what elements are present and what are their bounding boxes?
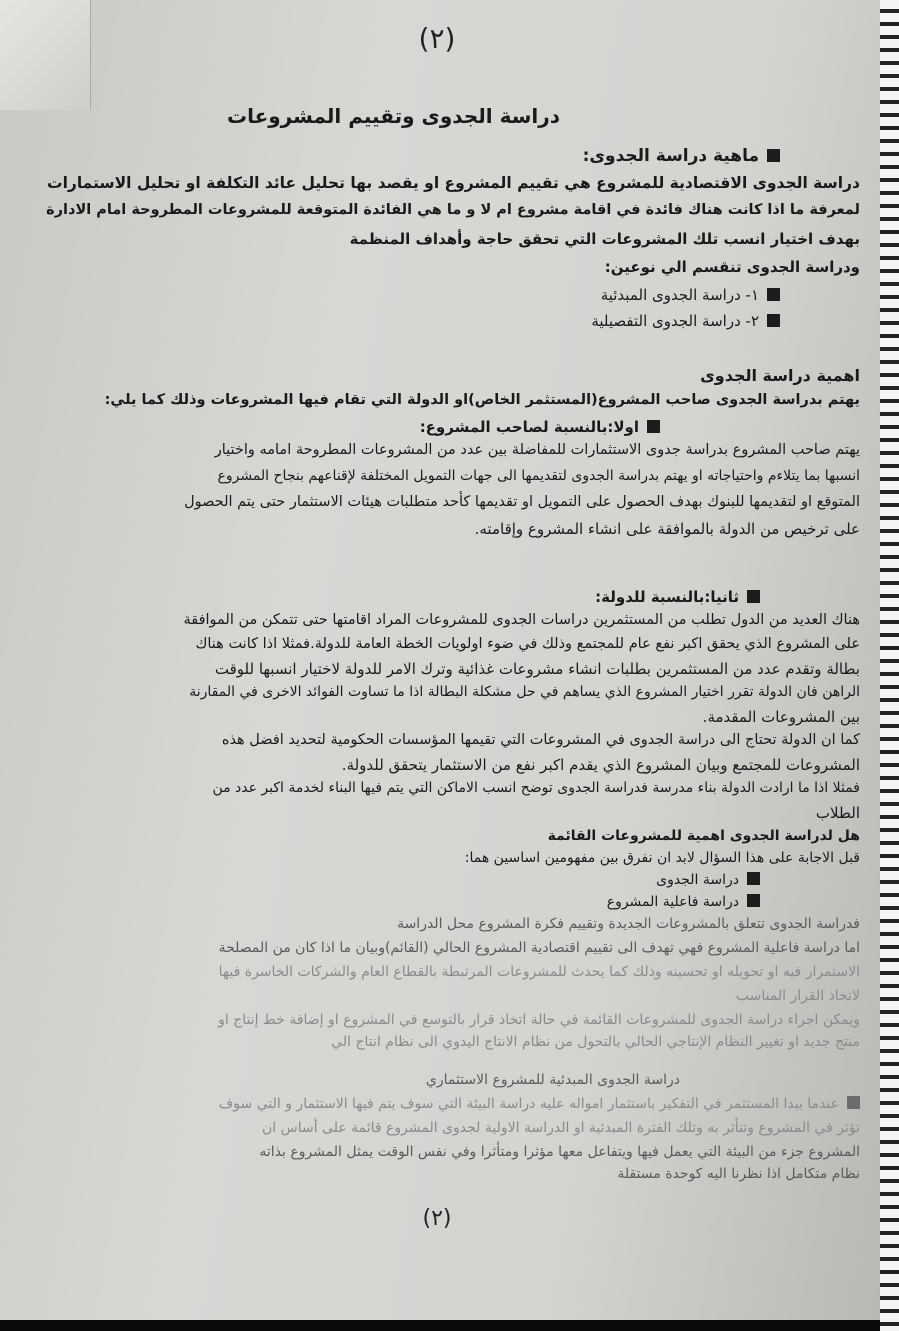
page-number-bottom: (٢): [422, 1206, 452, 1231]
paragraph-line: يهتم بدراسة الجدوى صاحب المشروع(المستثمر الخاص)او الدولة التي تقام فيها المشروعات وذلك كما يلي:: [104, 392, 860, 408]
paragraph-line: على المشروع الذي يحقق اكبر نفع عام للمجتمع وذلك في ضوء اولويات الخطة العامة للدولة.فمثلا اذا كانت هناك: [195, 636, 860, 652]
paragraph-line: ودراسة الجدوى تنقسم الي نوعين:: [604, 258, 860, 276]
folded-page-corner: [0, 0, 91, 110]
square-bullet-icon: [747, 590, 760, 603]
subheading-owner: اولا:بالنسبة لصاحب المشروع:: [420, 418, 660, 436]
section-heading-importance: اهمية دراسة الجدوى: [700, 366, 860, 385]
paragraph-line: منتج جديد او تغيير النظام الإنتاجي الحالي بالتحول من نظام الانتاج اليدوي الى نظام انتاج الي: [331, 1034, 860, 1050]
square-bullet-icon: [847, 1096, 860, 1109]
paragraph-line: فمثلا اذا ما ارادت الدولة بناء مدرسة فدراسة الجدوى توضح انسب الاماكن التي يتم فيها البناء لخدمة اكبر عدد من: [212, 780, 860, 796]
paragraph-line: ويمكن اجراء دراسة الجدوى للمشروعات القائمة في حالة اتخاذ قرار بالتوسع في المشروع او إضافة خط إنتاج او: [218, 1012, 860, 1028]
paragraph-line: لمعرفة ما اذا كانت هناك فائدة في اقامة مشروع ام لا و ما هي الفائدة المتوقعة للمشروعات المطروحة امام الادارة: [46, 202, 860, 218]
paragraph-line: عندما يبدا المستثمر في التفكير باستثمار امواله عليه دراسة البيئة التي سوف يتم فيها الاستثمار و التي سوف: [219, 1096, 860, 1112]
square-bullet-icon: [747, 894, 760, 907]
paragraph-line: المشروع جزء من البيئة التي يعمل فيها ويتفاعل معها مؤثرا ومتأثرا وفي نفس الوقت يمثل المشروع بذاته: [259, 1144, 860, 1160]
paragraph-line: الراهن فان الدولة تقرر اختيار المشروع الذي يساهم في حل مشكلة البطالة اذا ما تساوت الفوائد الاخرى في المقارنة: [189, 684, 860, 700]
paragraph-line: اما دراسة فاعلية المشروع فهي تهدف الى تقييم اقتصادية المشروع الحالي (القائم)وبيان ما اذا كان من المصلحة: [218, 940, 860, 956]
bottom-dark-edge: [0, 1320, 880, 1331]
paragraph-line: الاستمرار فيه او تحويله او تحسينه وذلك كما يحدث للمشروعات المرتبطة بالقطاع العام والشركات الخاسرة فيها: [218, 964, 860, 980]
paragraph-line: بين المشروعات المقدمة.: [702, 708, 860, 726]
paragraph-line: بهدف اختيار انسب تلك المشروعات التي تحقق حاجة وأهداف المنظمة: [349, 230, 860, 248]
list-item-feasibility: دراسة الجدوى: [656, 872, 760, 888]
page-number-top: (٢): [418, 22, 456, 55]
paragraph-line: لاتخاذ القرار المناسب: [735, 988, 860, 1004]
list-item-type-1: ١- دراسة الجدوى المبدئية: [601, 286, 780, 304]
square-bullet-icon: [767, 288, 780, 301]
paragraph-line: بطالة وتقدم عدد من المستثمرين بطلبات انشاء مشروعات غذائية وترك الامر للدولة لاختيار انسبها للوقت: [214, 660, 860, 678]
section-heading-existing: هل لدراسة الجدوى اهمية للمشروعات القائمة: [547, 828, 860, 844]
square-bullet-icon: [747, 872, 760, 885]
paragraph-line: المتوقع او لتقديمها للبنوك بهدف الحصول على التمويل او تقديمها كأحد متطلبات هيئات الاستثمار حتى يتم الحصول: [184, 494, 860, 510]
paragraph-line: المشروعات للمجتمع وبيان المشروع الذي يقدم اكبر نفع من الاستثمار يتحقق للدولة.: [341, 756, 860, 774]
square-bullet-icon: [647, 420, 660, 433]
paragraph-line: نظام متكامل اذا نظرنا اليه كوحدة مستقلة: [617, 1166, 860, 1182]
paragraph-line: كما ان الدولة تحتاج الى دراسة الجدوى في المشروعات التي تقيمها المؤسسات الحكومية لتحديد افضل هذه: [221, 732, 860, 748]
page-title: دراسة الجدوى وتقييم المشروعات: [226, 104, 560, 128]
subheading-state: ثانيا:بالنسبة للدولة:: [595, 588, 760, 606]
paragraph-line: هناك العديد من الدول تطلب من المستثمرين دراسات الجدوى للمشروعات المراد اقامتها حتى تتمكن من الموافقة: [183, 612, 860, 628]
section-heading-preliminary: دراسة الجدوى المبدئية للمشروع الاستثماري: [425, 1072, 680, 1088]
list-item-effectiveness: دراسة فاعلية المشروع: [607, 894, 760, 910]
paragraph-line: فدراسة الجدوى تتعلق بالمشروعات الجديدة وتقييم فكرة المشروع محل الدراسة: [397, 916, 860, 932]
paragraph-line: دراسة الجدوى الاقتصادية للمشروع هي تقييم المشروع او يقصد بها تحليل عائد التكلفة او تحليل الاستمارات: [47, 174, 860, 192]
paragraph-line: يهتم صاحب المشروع بدراسة جدوى الاستثمارات للمفاضلة بين عدد من المشروعات المطروحة امامه واختيار: [214, 442, 860, 458]
list-item-type-2: ٢- دراسة الجدوى التفصيلية: [591, 312, 780, 330]
square-bullet-icon: [767, 314, 780, 327]
paragraph-line: انسبها بما يتلاءم واحتياجاته او يهتم بدراسة الجدوى لتقديمها الى جهات التمويل المختلفة لإقناعهم بنجاح المشروع: [217, 468, 860, 484]
paragraph-line: تؤثر في المشروع وتتأثر به وتلك الفترة المبدئية او الدراسة الاولية لجدوى المشروع قائمة على أساس ان: [261, 1120, 860, 1136]
square-bullet-icon: [767, 149, 780, 162]
binder-edge-strip: [880, 0, 899, 1331]
paragraph-line: الطلاب: [815, 804, 860, 822]
section-heading-definition: ماهية دراسة الجدوى:: [583, 146, 780, 166]
paragraph-line: قبل الاجابة على هذا السؤال لابد ان نفرق بين مفهومين اساسين هما:: [464, 850, 860, 866]
paragraph-line: على ترخيص من الدولة بالموافقة على انشاء المشروع وإقامته.: [474, 520, 860, 538]
